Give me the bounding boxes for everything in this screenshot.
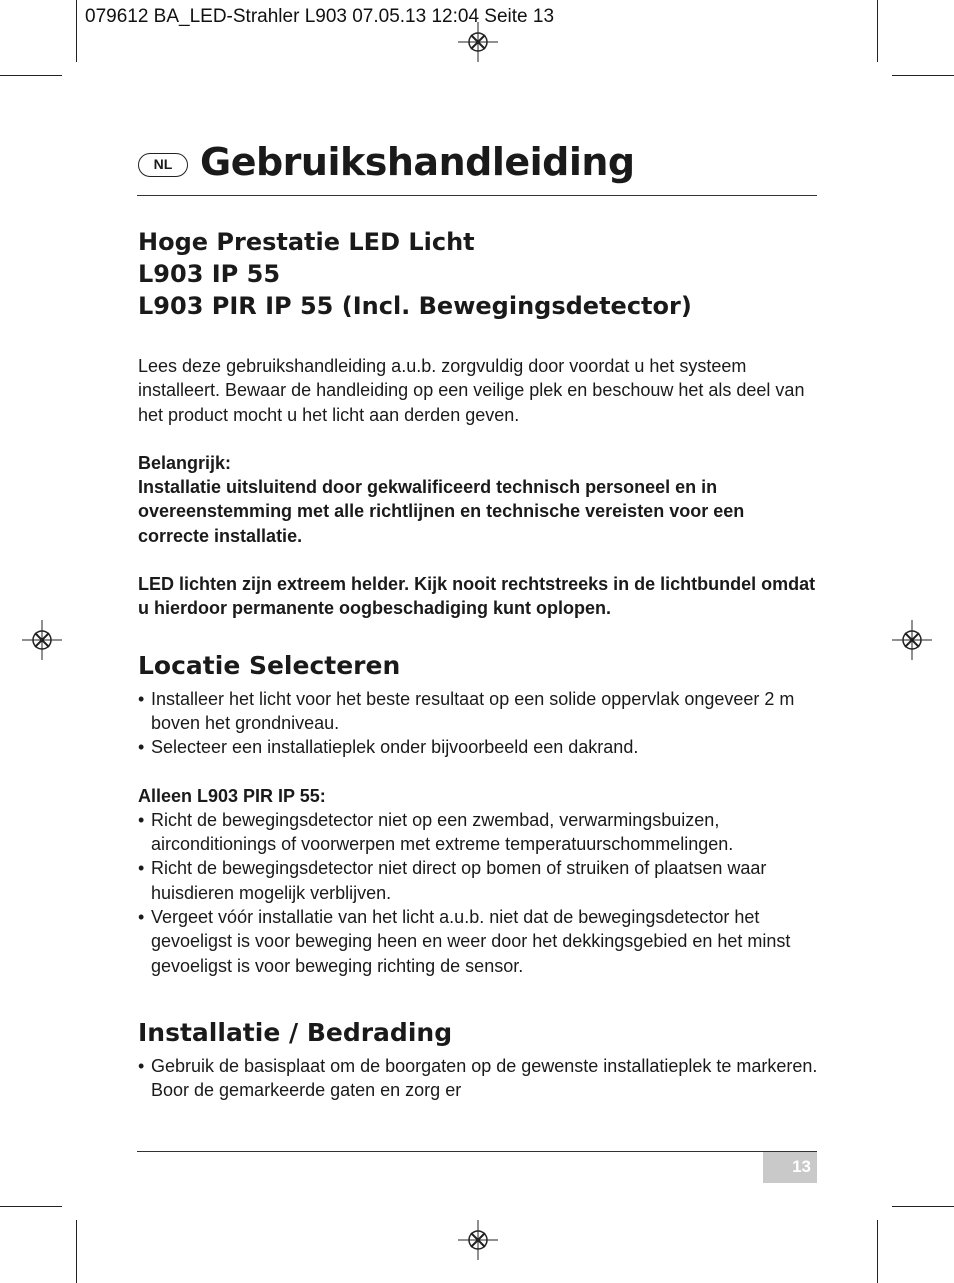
list-item: • Richt de bewegingsdetector niet op een zwembad, verwarmingsbuizen, airconditionings of voorwerpen met extreme temperatuurschommelingen.	[138, 808, 818, 857]
warning-text: LED lichten zijn extreem helder. Kijk nooit rechtstreeks in de lichtbundel omdat u hierdoor permanente oogbeschadiging kunt oplopen.	[138, 574, 816, 619]
installation-heading: Installatie / Bedrading	[138, 1017, 453, 1047]
pir-list	[138, 808, 818, 978]
product-subtitle	[138, 226, 818, 322]
important-text: Installatie uitsluitend door gekwalificeerd technisch personeel en in overeenstemming met alle richtlijnen en technische vereisten voor een correcte installatie.	[138, 477, 745, 546]
language-badge: NL	[138, 153, 188, 177]
page-number: 13	[763, 1152, 817, 1183]
important-label: Belangrijk:	[138, 452, 232, 473]
list-item: • Installeer het licht voor het beste resultaat op een solide oppervlak ongeveer 2 m boven het grondniveau.	[138, 687, 818, 736]
registration-mark-right-icon	[892, 620, 932, 660]
intro-paragraph: Lees deze gebruikshandleiding a.u.b. zorgvuldig door voordat u het systeem installeert. Bewaar de handleiding op een veilige plek en beschouw het als deel van het product mocht u het licht aan derden geven.	[138, 356, 805, 425]
subtitle-line-2: L903 IP 55	[138, 260, 281, 288]
registration-mark-top-icon	[458, 22, 498, 62]
registration-mark-left-icon	[22, 620, 62, 660]
list-item: • Gebruik de basisplaat om de boorgaten op de gewenste installatieplek te markeren. Boor de gemarkeerde gaten en zorg er	[138, 1054, 818, 1103]
registration-mark-bottom-icon	[458, 1220, 498, 1260]
location-heading: Locatie Selecteren	[138, 650, 401, 680]
pir-label: Alleen L903 PIR IP 55:	[138, 785, 326, 806]
print-slug: 079612 BA_LED-Strahler L903 07.05.13 12:04 Seite 13	[85, 6, 555, 27]
list-item: • Vergeet vóór installatie van het licht a.u.b. niet dat de bewegingsdetector het gevoeligst is voor beweging heen en weer door het dekkingsgebied en het minst gevoeligst is voor beweging richting de sensor.	[138, 905, 818, 978]
subtitle-line-1: Hoge Prestatie LED Licht	[138, 228, 475, 256]
footer-rule	[137, 1151, 817, 1152]
subtitle-line-3: L903 PIR IP 55 (Incl. Bewegingsdetector)	[138, 292, 692, 320]
page-title: Gebruikshandleiding	[200, 140, 635, 184]
main-content	[138, 226, 818, 1103]
title-rule	[137, 195, 817, 196]
installation-list	[138, 1054, 818, 1103]
location-list	[138, 687, 818, 760]
list-item: • Selecteer een installatieplek onder bijvoorbeeld een dakrand.	[138, 735, 818, 759]
list-item: • Richt de bewegingsdetector niet direct op bomen of struiken of plaatsen waar huisdieren mogelijk verblijven.	[138, 856, 818, 905]
